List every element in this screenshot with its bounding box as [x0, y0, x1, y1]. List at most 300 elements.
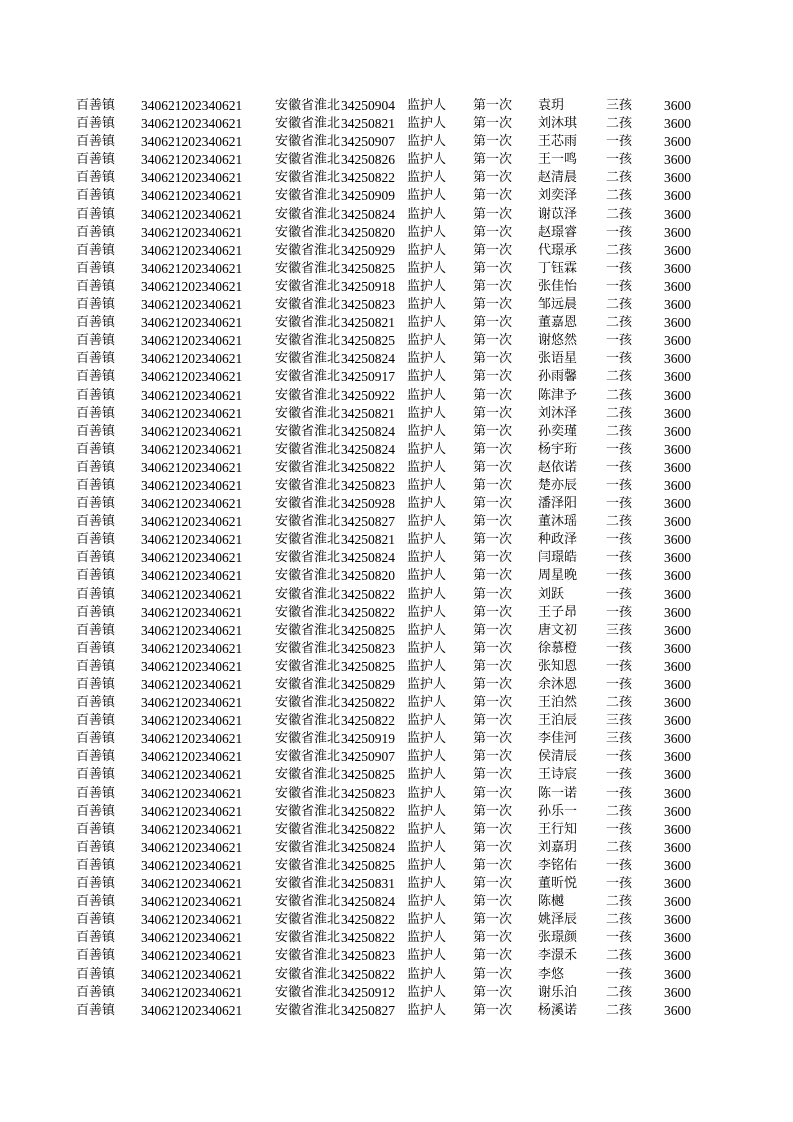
- cell-town: 百善镇: [76, 785, 116, 801]
- cell-amount: 3600: [664, 405, 691, 421]
- cell-town: 百善镇: [76, 876, 116, 892]
- cell-id-number: 34250821: [341, 532, 395, 548]
- cell-address: 安徽省淮北: [275, 170, 341, 186]
- cell-amount: 3600: [664, 477, 691, 493]
- cell-town: 百善镇: [76, 912, 116, 928]
- cell-child-order: 一孩: [606, 604, 633, 620]
- cell-child-order: 二孩: [606, 206, 633, 222]
- table-row: [0, 730, 793, 748]
- table-row: [0, 785, 793, 803]
- cell-name: 徐慕橙: [538, 640, 578, 656]
- cell-town: 百善镇: [76, 695, 116, 711]
- cell-town: 百善镇: [76, 622, 116, 638]
- cell-amount: 3600: [664, 188, 691, 204]
- cell-town: 百善镇: [76, 278, 116, 294]
- cell-role: 监护人: [407, 206, 447, 222]
- table-row: [0, 857, 793, 875]
- cell-role: 监护人: [407, 496, 447, 512]
- cell-id-number: 34250822: [341, 912, 395, 928]
- cell-amount: 3600: [664, 894, 691, 910]
- cell-times: 第一次: [473, 604, 513, 620]
- cell-name: 唐文初: [538, 622, 578, 638]
- cell-role: 监护人: [407, 749, 447, 765]
- cell-role: 监护人: [407, 297, 447, 313]
- cell-child-order: 二孩: [606, 1002, 633, 1018]
- cell-id-number: 34250827: [341, 1002, 395, 1018]
- table-row: [0, 278, 793, 296]
- cell-times: 第一次: [473, 785, 513, 801]
- cell-name: 陈一诺: [538, 785, 578, 801]
- cell-times: 第一次: [473, 984, 513, 1000]
- cell-town: 百善镇: [76, 477, 116, 493]
- cell-role: 监护人: [407, 857, 447, 873]
- cell-amount: 3600: [664, 930, 691, 946]
- cell-id: 34062120234062​1: [141, 749, 243, 765]
- table-row: [0, 658, 793, 676]
- cell-address: 安徽省淮北: [275, 514, 341, 530]
- table-row: [0, 694, 793, 712]
- table-row: [0, 314, 793, 332]
- cell-address: 安徽省淮北: [275, 912, 341, 928]
- table-row: [0, 966, 793, 984]
- cell-times: 第一次: [473, 423, 513, 439]
- cell-role: 监护人: [407, 423, 447, 439]
- cell-town: 百善镇: [76, 369, 116, 385]
- cell-address: 安徽省淮北: [275, 677, 341, 692]
- cell-role: 监护人: [407, 278, 447, 294]
- cell-child-order: 一孩: [606, 224, 633, 240]
- cell-town: 百善镇: [76, 568, 116, 584]
- cell-child-order: 一孩: [606, 260, 633, 276]
- table-row: [0, 875, 793, 893]
- table-row: [0, 803, 793, 821]
- cell-town: 百善镇: [76, 658, 116, 674]
- cell-amount: 3600: [664, 876, 691, 892]
- cell-name: 孙乐一: [538, 803, 578, 819]
- table-row: [0, 169, 793, 187]
- table-row: [0, 477, 793, 495]
- cell-role: 监护人: [407, 731, 447, 747]
- cell-name: 闫璟皓: [538, 550, 578, 566]
- cell-role: 监护人: [407, 477, 447, 493]
- cell-id: 34062120234062​1: [141, 423, 243, 439]
- cell-id-number: 34250824: [341, 839, 395, 855]
- cell-id: 34062120234062​1: [141, 152, 243, 168]
- cell-times: 第一次: [473, 369, 513, 385]
- cell-id-number: 34250826: [341, 152, 395, 168]
- cell-name: 孙奕瑾: [538, 423, 578, 439]
- cell-times: 第一次: [473, 966, 513, 982]
- table-row: [0, 260, 793, 278]
- cell-town: 百善镇: [76, 206, 116, 222]
- cell-town: 百善镇: [76, 170, 116, 186]
- table-row: [0, 911, 793, 929]
- cell-amount: 3600: [664, 604, 691, 620]
- cell-name: 杨宇珩: [538, 441, 578, 457]
- cell-id-number: 34250825: [341, 622, 395, 638]
- cell-id: 34062120234062​1: [141, 278, 243, 294]
- cell-id: 34062120234062​1: [141, 984, 243, 1000]
- cell-times: 第一次: [473, 206, 513, 222]
- cell-town: 百善镇: [76, 514, 116, 530]
- cell-times: 第一次: [473, 405, 513, 421]
- cell-times: 第一次: [473, 260, 513, 276]
- cell-name: 姚泽辰: [538, 912, 578, 928]
- cell-address: 安徽省淮北: [275, 441, 341, 457]
- cell-id: 34062120234062​1: [141, 731, 243, 747]
- cell-role: 监护人: [407, 912, 447, 928]
- cell-child-order: 二孩: [606, 839, 633, 855]
- cell-times: 第一次: [473, 532, 513, 548]
- table-row: [0, 622, 793, 640]
- cell-town: 百善镇: [76, 948, 116, 964]
- cell-town: 百善镇: [76, 767, 116, 783]
- cell-amount: 3600: [664, 387, 691, 403]
- cell-address: 安徽省淮北: [275, 315, 341, 331]
- cell-child-order: 三孩: [606, 622, 633, 638]
- cell-amount: 3600: [664, 749, 691, 765]
- cell-amount: 3600: [664, 134, 691, 150]
- table-row: [0, 640, 793, 658]
- cell-address: 安徽省淮北: [275, 224, 341, 240]
- cell-child-order: 一孩: [606, 278, 633, 294]
- cell-name: 陈樾: [538, 894, 565, 910]
- cell-id-number: 34250822: [341, 821, 395, 837]
- cell-id: 34062120234062​1: [141, 369, 243, 385]
- cell-times: 第一次: [473, 116, 513, 132]
- cell-child-order: 一孩: [606, 930, 633, 946]
- cell-address: 安徽省淮北: [275, 351, 341, 367]
- cell-name: 种政泽: [538, 532, 578, 548]
- cell-address: 安徽省淮北: [275, 966, 341, 982]
- cell-child-order: 一孩: [606, 459, 633, 475]
- spreadsheet-print-page: [0, 97, 793, 1020]
- table-row: [0, 567, 793, 585]
- cell-id: 34062120234062​1: [141, 532, 243, 548]
- cell-address: 安徽省淮北: [275, 749, 341, 765]
- cell-child-order: 一孩: [606, 333, 633, 349]
- cell-amount: 3600: [664, 514, 691, 530]
- cell-name: 邹远晨: [538, 297, 578, 313]
- cell-id: 34062120234062​1: [141, 839, 243, 855]
- cell-address: 安徽省淮北: [275, 640, 341, 656]
- cell-amount: 3600: [664, 369, 691, 385]
- cell-times: 第一次: [473, 749, 513, 765]
- cell-id-number: 34250922: [341, 387, 395, 403]
- cell-role: 监护人: [407, 568, 447, 584]
- cell-address: 安徽省淮北: [275, 930, 341, 946]
- cell-amount: 3600: [664, 278, 691, 294]
- cell-id: 34062120234062​1: [141, 315, 243, 331]
- cell-name: 董昕悦: [538, 876, 578, 892]
- cell-times: 第一次: [473, 821, 513, 837]
- cell-id-number: 34250904: [341, 98, 395, 113]
- cell-id: 34062120234062​1: [141, 821, 243, 837]
- cell-address: 安徽省淮北: [275, 98, 341, 113]
- cell-times: 第一次: [473, 242, 513, 258]
- cell-amount: 3600: [664, 622, 691, 638]
- cell-times: 第一次: [473, 731, 513, 747]
- cell-id-number: 34250929: [341, 242, 395, 258]
- cell-address: 安徽省淮北: [275, 731, 341, 747]
- cell-child-order: 二孩: [606, 948, 633, 964]
- cell-address: 安徽省淮北: [275, 821, 341, 837]
- cell-id: 34062120234062​1: [141, 297, 243, 313]
- cell-address: 安徽省淮北: [275, 459, 341, 475]
- cell-amount: 3600: [664, 586, 691, 602]
- cell-id-number: 34250820: [341, 224, 395, 240]
- cell-role: 监护人: [407, 894, 447, 910]
- cell-address: 安徽省淮北: [275, 278, 341, 294]
- cell-role: 监护人: [407, 984, 447, 1000]
- cell-town: 百善镇: [76, 713, 116, 729]
- cell-id: 34062120234062​1: [141, 134, 243, 150]
- cell-address: 安徽省淮北: [275, 242, 341, 258]
- cell-amount: 3600: [664, 677, 691, 692]
- cell-child-order: 一孩: [606, 658, 633, 674]
- cell-id-number: 34250825: [341, 857, 395, 873]
- cell-name: 李佳河: [538, 731, 578, 747]
- cell-id: 34062120234062​1: [141, 586, 243, 602]
- cell-times: 第一次: [473, 658, 513, 674]
- cell-id: 34062120234062​1: [141, 260, 243, 276]
- cell-times: 第一次: [473, 514, 513, 530]
- cell-times: 第一次: [473, 586, 513, 602]
- cell-town: 百善镇: [76, 604, 116, 620]
- cell-child-order: 二孩: [606, 695, 633, 711]
- cell-town: 百善镇: [76, 98, 116, 113]
- cell-name: 谢苡泽: [538, 206, 578, 222]
- table-row: [0, 748, 793, 766]
- cell-child-order: 一孩: [606, 152, 633, 168]
- cell-child-order: 一孩: [606, 441, 633, 457]
- cell-id: 34062120234062​1: [141, 514, 243, 530]
- cell-name: 李悠: [538, 966, 565, 982]
- cell-town: 百善镇: [76, 984, 116, 1000]
- cell-times: 第一次: [473, 695, 513, 711]
- cell-address: 安徽省淮北: [275, 803, 341, 819]
- cell-child-order: 二孩: [606, 387, 633, 403]
- cell-town: 百善镇: [76, 405, 116, 421]
- cell-id: 34062120234062​1: [141, 912, 243, 928]
- cell-id-number: 34250822: [341, 966, 395, 982]
- table-row: [0, 423, 793, 441]
- cell-name: 杨溪诺: [538, 1002, 578, 1018]
- cell-id: 34062120234062​1: [141, 622, 243, 638]
- cell-id-number: 34250827: [341, 514, 395, 530]
- cell-id: 34062120234062​1: [141, 857, 243, 873]
- cell-times: 第一次: [473, 170, 513, 186]
- cell-amount: 3600: [664, 713, 691, 729]
- cell-address: 安徽省淮北: [275, 333, 341, 349]
- cell-id-number: 34250821: [341, 405, 395, 421]
- cell-id: 34062120234062​1: [141, 459, 243, 475]
- cell-id: 34062120234062​1: [141, 785, 243, 801]
- cell-address: 安徽省淮北: [275, 297, 341, 313]
- cell-address: 安徽省淮北: [275, 948, 341, 964]
- cell-id: 34062120234062​1: [141, 1002, 243, 1018]
- cell-town: 百善镇: [76, 857, 116, 873]
- cell-times: 第一次: [473, 550, 513, 566]
- cell-role: 监护人: [407, 550, 447, 566]
- table-row: [0, 151, 793, 169]
- cell-role: 监护人: [407, 604, 447, 620]
- cell-name: 赵依诺: [538, 459, 578, 475]
- cell-id-number: 34250824: [341, 423, 395, 439]
- table-row: [0, 441, 793, 459]
- cell-name: 赵清晨: [538, 170, 578, 186]
- cell-address: 安徽省淮北: [275, 496, 341, 512]
- cell-id: 34062120234062​1: [141, 894, 243, 910]
- cell-name: 余沐恩: [538, 677, 578, 692]
- cell-role: 监护人: [407, 930, 447, 946]
- cell-times: 第一次: [473, 803, 513, 819]
- cell-amount: 3600: [664, 966, 691, 982]
- cell-role: 监护人: [407, 459, 447, 475]
- cell-id: 34062120234062​1: [141, 677, 243, 692]
- cell-id: 34062120234062​1: [141, 640, 243, 656]
- cell-amount: 3600: [664, 1002, 691, 1018]
- cell-id: 34062120234062​1: [141, 695, 243, 711]
- cell-amount: 3600: [664, 948, 691, 964]
- cell-name: 李澋禾: [538, 948, 578, 964]
- cell-amount: 3600: [664, 640, 691, 656]
- cell-role: 监护人: [407, 821, 447, 837]
- cell-id: 34062120234062​1: [141, 441, 243, 457]
- cell-address: 安徽省淮北: [275, 206, 341, 222]
- cell-child-order: 三孩: [606, 98, 633, 113]
- cell-amount: 3600: [664, 423, 691, 439]
- cell-role: 监护人: [407, 622, 447, 638]
- cell-id-number: 34250822: [341, 170, 395, 186]
- cell-town: 百善镇: [76, 116, 116, 132]
- cell-child-order: 二孩: [606, 803, 633, 819]
- cell-town: 百善镇: [76, 188, 116, 204]
- cell-amount: 3600: [664, 695, 691, 711]
- cell-address: 安徽省淮北: [275, 260, 341, 276]
- cell-name: 侯清辰: [538, 749, 578, 765]
- cell-role: 监护人: [407, 242, 447, 258]
- cell-times: 第一次: [473, 640, 513, 656]
- cell-role: 监护人: [407, 369, 447, 385]
- cell-name: 王泊辰: [538, 713, 578, 729]
- cell-role: 监护人: [407, 640, 447, 656]
- cell-name: 王芯雨: [538, 134, 578, 150]
- cell-amount: 3600: [664, 351, 691, 367]
- cell-amount: 3600: [664, 912, 691, 928]
- cell-town: 百善镇: [76, 351, 116, 367]
- cell-name: 董嘉恩: [538, 315, 578, 331]
- table-row: [0, 839, 793, 857]
- cell-address: 安徽省淮北: [275, 767, 341, 783]
- cell-role: 监护人: [407, 333, 447, 349]
- cell-times: 第一次: [473, 857, 513, 873]
- table-row: [0, 676, 793, 694]
- cell-times: 第一次: [473, 351, 513, 367]
- table-row: [0, 97, 793, 115]
- cell-amount: 3600: [664, 260, 691, 276]
- cell-child-order: 一孩: [606, 857, 633, 873]
- cell-id: 34062120234062​1: [141, 224, 243, 240]
- cell-town: 百善镇: [76, 242, 116, 258]
- cell-id-number: 34250822: [341, 586, 395, 602]
- cell-address: 安徽省淮北: [275, 568, 341, 584]
- cell-id: 34062120234062​1: [141, 170, 243, 186]
- cell-id: 34062120234062​1: [141, 477, 243, 493]
- table-row: [0, 821, 793, 839]
- cell-child-order: 二孩: [606, 242, 633, 258]
- cell-role: 监护人: [407, 116, 447, 132]
- cell-child-order: 二孩: [606, 297, 633, 313]
- cell-id-number: 34250825: [341, 333, 395, 349]
- table-row: [0, 368, 793, 386]
- cell-name: 代璟承: [538, 242, 578, 258]
- cell-id-number: 34250907: [341, 749, 395, 765]
- cell-child-order: 二孩: [606, 188, 633, 204]
- cell-child-order: 一孩: [606, 532, 633, 548]
- cell-town: 百善镇: [76, 586, 116, 602]
- cell-name: 王子昂: [538, 604, 578, 620]
- cell-amount: 3600: [664, 532, 691, 548]
- cell-child-order: 一孩: [606, 876, 633, 892]
- cell-address: 安徽省淮北: [275, 116, 341, 132]
- cell-id-number: 34250917: [341, 369, 395, 385]
- cell-town: 百善镇: [76, 839, 116, 855]
- cell-id-number: 34250919: [341, 731, 395, 747]
- cell-name: 张璟颜: [538, 930, 578, 946]
- table-row: [0, 712, 793, 730]
- table-row: [0, 1002, 793, 1020]
- cell-id-number: 34250822: [341, 459, 395, 475]
- table-row: [0, 531, 793, 549]
- cell-times: 第一次: [473, 568, 513, 584]
- cell-child-order: 一孩: [606, 568, 633, 584]
- cell-id-number: 34250824: [341, 206, 395, 222]
- cell-times: 第一次: [473, 188, 513, 204]
- cell-times: 第一次: [473, 459, 513, 475]
- cell-address: 安徽省淮北: [275, 604, 341, 620]
- cell-amount: 3600: [664, 785, 691, 801]
- cell-id-number: 34250918: [341, 278, 395, 294]
- cell-id: 34062120234062​1: [141, 550, 243, 566]
- cell-name: 刘奕泽: [538, 188, 578, 204]
- cell-id-number: 34250825: [341, 767, 395, 783]
- cell-address: 安徽省淮北: [275, 188, 341, 204]
- cell-address: 安徽省淮北: [275, 984, 341, 1000]
- cell-name: 陈津予: [538, 387, 578, 403]
- table-row: [0, 495, 793, 513]
- cell-id: 34062120234062​1: [141, 206, 243, 222]
- cell-child-order: 一孩: [606, 351, 633, 367]
- cell-times: 第一次: [473, 713, 513, 729]
- cell-id-number: 34250824: [341, 351, 395, 367]
- cell-address: 安徽省淮北: [275, 785, 341, 801]
- cell-name: 潘泽阳: [538, 496, 578, 512]
- cell-amount: 3600: [664, 568, 691, 584]
- cell-name: 王一鸣: [538, 152, 578, 168]
- table-row: [0, 549, 793, 567]
- table-row: [0, 405, 793, 423]
- cell-amount: 3600: [664, 839, 691, 855]
- cell-id: 34062120234062​1: [141, 966, 243, 982]
- cell-times: 第一次: [473, 278, 513, 294]
- cell-role: 监护人: [407, 387, 447, 403]
- cell-times: 第一次: [473, 948, 513, 964]
- cell-name: 赵璟睿: [538, 224, 578, 240]
- cell-id-number: 34250823: [341, 785, 395, 801]
- cell-times: 第一次: [473, 876, 513, 892]
- cell-id-number: 34250829: [341, 677, 395, 692]
